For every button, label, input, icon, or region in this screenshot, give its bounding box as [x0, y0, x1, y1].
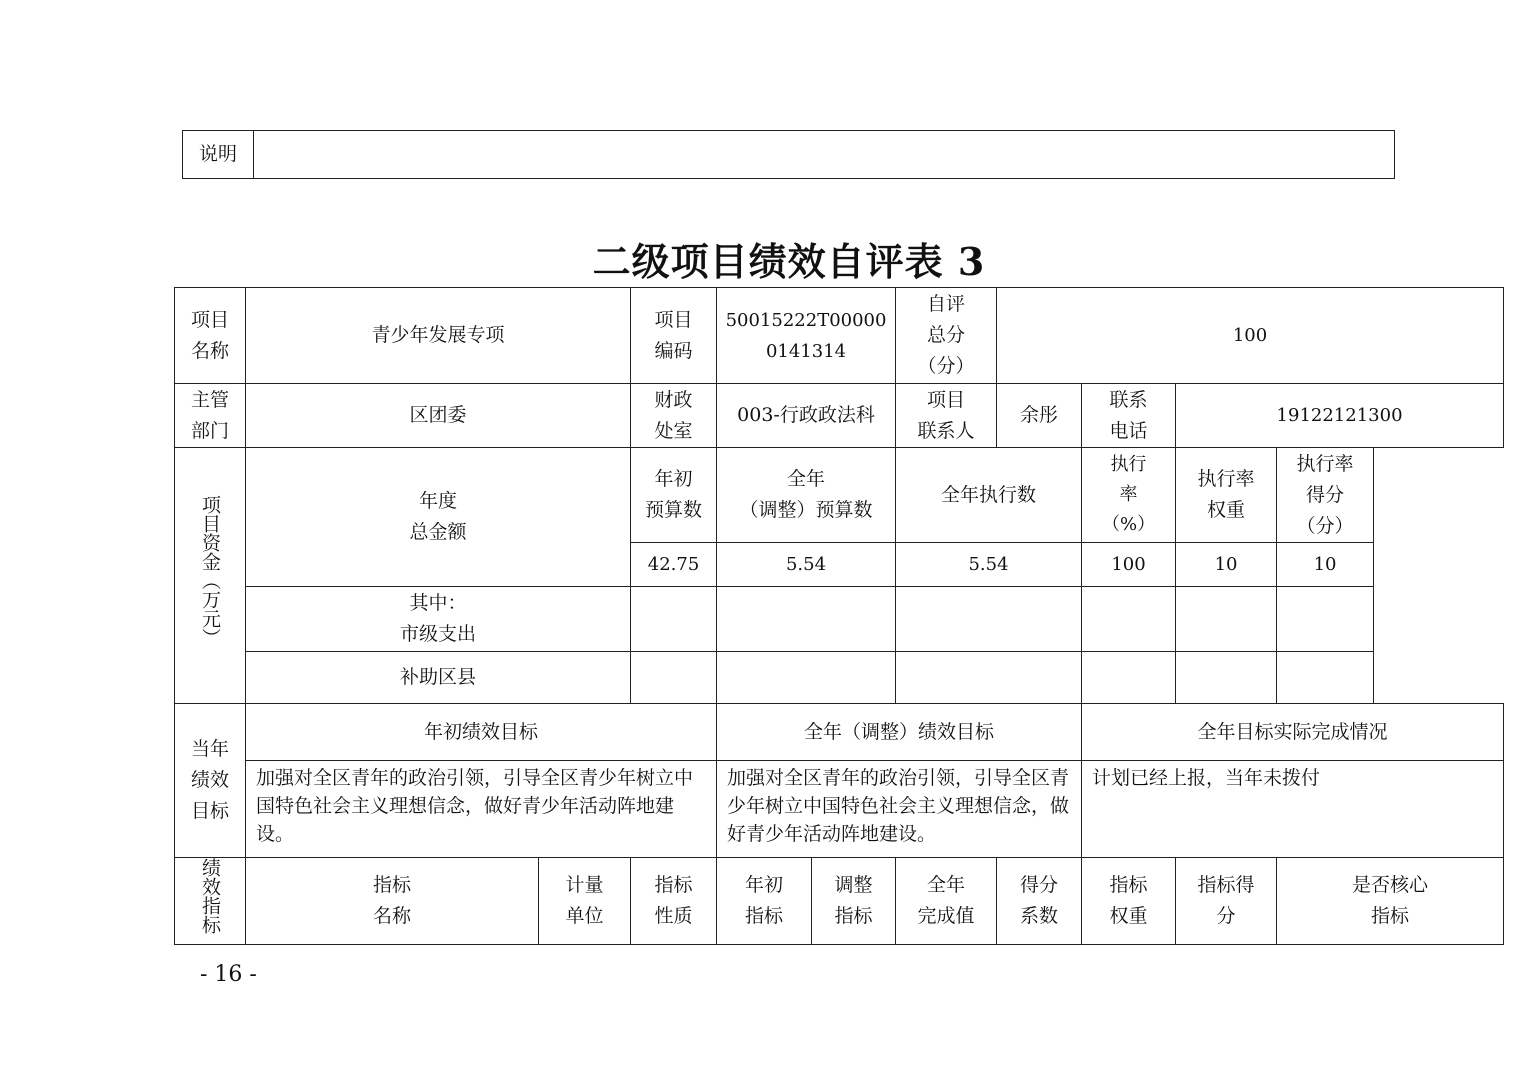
adjusted-goal-text: 加强对全区青年的政治引领，引导全区青少年树立中国特色社会主义理想信念，做好青少年活动阵地建设。 [717, 761, 1082, 858]
funds-cell [1277, 652, 1374, 704]
phone-value: 19122121300 [1176, 384, 1504, 448]
indicator-col-weight: 指标 权重 [1082, 858, 1176, 945]
form-title: 二级项目绩效自评表 3 [592, 239, 986, 284]
performance-indicators-label-text: 绩效指标 [199, 858, 221, 934]
funds-header-rate-score: 执行率 得分 （分） [1277, 448, 1374, 543]
funds-cell [717, 652, 896, 704]
funds-header-execution-rate: 执行 率 （%） [1082, 448, 1176, 543]
funds-header-executed: 全年执行数 [896, 448, 1082, 543]
indicator-col-core: 是否核心 指标 [1277, 858, 1504, 945]
project-name: 青少年发展专项 [246, 288, 631, 384]
indicator-col-nature: 指标 性质 [631, 858, 717, 945]
explanation-label: 说明 [183, 131, 254, 179]
funds-value-rate-weight: 10 [1176, 543, 1277, 587]
annual-goals-label: 当年 绩效 目标 [175, 704, 246, 858]
explanation-value [254, 131, 1395, 179]
funds-header-rate-weight: 执行率 权重 [1176, 448, 1277, 543]
funds-cell [1082, 652, 1176, 704]
finance-office-label: 财政 处室 [631, 384, 717, 448]
funds-value-execution-rate: 100 [1082, 543, 1176, 587]
indicator-col-score: 指标得 分 [1176, 858, 1277, 945]
self-score-label: 自评 总分 （分） [896, 288, 997, 384]
indicator-col-name: 指标 名称 [246, 858, 539, 945]
initial-goal-text: 加强对全区青年的政治引领，引导全区青少年树立中国特色社会主义理想信念，做好青少年活动阵地建设。 [246, 761, 717, 858]
funds-cell [631, 652, 717, 704]
funds-cell [896, 587, 1082, 652]
funds-header-adjusted-budget: 全年 （调整）预算数 [717, 448, 896, 543]
page-number: - 16 - [200, 962, 257, 987]
indicator-col-initial: 年初 指标 [717, 858, 812, 945]
funds-cell [717, 587, 896, 652]
project-funds-label [175, 448, 246, 704]
funds-cell [896, 652, 1082, 704]
indicator-col-completed: 全年 完成值 [896, 858, 997, 945]
funds-value-adjusted-budget: 5.54 [717, 543, 896, 587]
funds-cell [1277, 587, 1374, 652]
funds-value-rate-score: 10 [1277, 543, 1374, 587]
district-subsidy-label: 补助区县 [246, 652, 631, 704]
performance-indicators-label [175, 858, 246, 945]
funds-cell [1176, 652, 1277, 704]
project-funds-label-text: 项目资金（万元） [199, 494, 221, 647]
goal-completion-text: 计划已经上报，当年未拨付 [1082, 761, 1504, 858]
municipal-expenditure-label: 其中： 市级支出 [246, 587, 631, 652]
department-label: 主管 部门 [175, 384, 246, 448]
funds-cell [1082, 587, 1176, 652]
project-name-label: 项目 名称 [175, 288, 246, 384]
project-contact-value: 余彤 [997, 384, 1082, 448]
annual-total-label: 年度 总金额 [246, 448, 631, 587]
goal-completion-header: 全年目标实际完成情况 [1082, 704, 1504, 761]
project-code-label: 项目 编码 [631, 288, 717, 384]
funds-value-executed: 5.54 [896, 543, 1082, 587]
project-contact-label: 项目 联系人 [896, 384, 997, 448]
funds-cell [1176, 587, 1277, 652]
funds-value-initial-budget: 42.75 [631, 543, 717, 587]
indicator-col-adjusted: 调整 指标 [812, 858, 896, 945]
self-evaluation-table [174, 287, 1504, 945]
self-score-value: 100 [997, 288, 1504, 384]
adjusted-goal-header: 全年（调整）绩效目标 [717, 704, 1082, 761]
finance-office-value: 003-行政政法科 [717, 384, 896, 448]
funds-header-initial-budget: 年初 预算数 [631, 448, 717, 543]
explanation-table [182, 130, 1395, 179]
phone-label: 联系 电话 [1082, 384, 1176, 448]
initial-goal-header: 年初绩效目标 [246, 704, 717, 761]
funds-cell [631, 587, 717, 652]
indicator-col-unit: 计量 单位 [539, 858, 631, 945]
project-code: 50015222T00000 0141314 [717, 288, 896, 384]
indicator-col-coefficient: 得分 系数 [997, 858, 1082, 945]
department-value: 区团委 [246, 384, 631, 448]
